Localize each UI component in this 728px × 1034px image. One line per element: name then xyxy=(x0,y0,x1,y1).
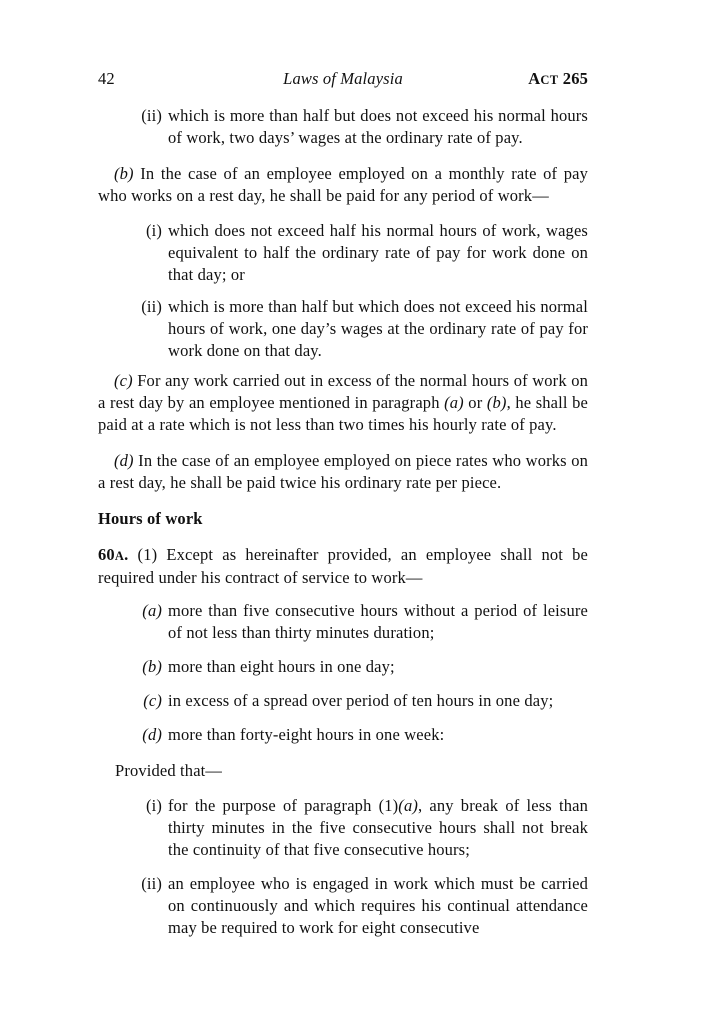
list-item xyxy=(98,600,588,644)
item-text: more than forty-eight hours in one week: xyxy=(168,725,445,744)
paragraph-c: (c) For any work carried out in excess of the normal hours of work on a rest day by an employee mentioned in paragraph (a) or (b), he shall be paid at a rate which is not less than two times his hourly rate of pay. xyxy=(98,371,588,434)
header-title: Laws of Malaysia xyxy=(283,69,403,88)
item-text: more than five consecutive hours without a period of leisure of not less than thirty minutes duration; xyxy=(168,601,588,642)
item-marker: (b) xyxy=(142,657,162,676)
item-marker: (i) xyxy=(145,796,162,815)
item-text: an employee who is engaged in work which must be carried on continuously and which requires his continual attendance may be required to work for eight consecutive xyxy=(168,874,588,937)
paragraph-text: In the case of an employee employed on a monthly rate of pay who works on a rest day, he shall be paid for any period of work— xyxy=(98,164,588,205)
item-text: which is more than half but does not exceed his normal hours of work, two days’ wages at the ordinary rate of pay. xyxy=(168,106,588,147)
item-text: which is more than half but which does not exceed his normal hours of work, one day’s wages at the ordinary rate of pay for work done on that day. xyxy=(168,297,588,360)
list-item xyxy=(98,690,588,712)
proviso-item-ii xyxy=(98,873,588,939)
item-marker: (c) xyxy=(143,691,162,710)
page-number: 42 xyxy=(98,69,115,88)
paragraph-marker: (c) xyxy=(114,371,133,390)
paragraph-marker: (b) xyxy=(114,164,134,183)
act-label: ACT 265 xyxy=(528,69,588,88)
item-text: which does not exceed half his normal hours of work, wages equivalent to half the ordinary rate of pay for work done on that day; or xyxy=(168,221,588,284)
proviso-intro: Provided that— xyxy=(115,761,223,780)
document-body xyxy=(98,105,588,939)
section-heading: Hours of work xyxy=(98,509,203,528)
paragraph-marker: (d) xyxy=(114,451,134,470)
paragraph-b xyxy=(98,163,588,207)
clause-item-b-ii xyxy=(98,296,588,362)
section-60a-intro xyxy=(98,544,588,589)
item-marker: (i) xyxy=(145,221,162,240)
item-marker: (a) xyxy=(142,601,162,620)
paragraph-text: In the case of an employee employed on piece rates who works on a rest day, he shall be paid twice his ordinary rate per piece. xyxy=(98,451,588,492)
paragraph-d xyxy=(98,450,588,494)
item-text: more than eight hours in one day; xyxy=(168,657,395,676)
item-marker: (ii) xyxy=(141,297,162,316)
item-text: in excess of a spread over period of ten hours in one day; xyxy=(168,691,554,710)
item-marker: (d) xyxy=(142,725,162,744)
proviso-item-i: (i) for the purpose of paragraph (1)(a), any break of less than thirty minutes in the five consecutive hours shall not break the continuity of that five consecutive hours; xyxy=(98,795,588,861)
clause-item-a-ii xyxy=(98,105,588,149)
section-number: 60A. xyxy=(98,545,129,564)
clause-item-b-i xyxy=(98,220,588,286)
item-marker: (ii) xyxy=(141,874,162,893)
list-item xyxy=(98,724,588,746)
section-text: (1) Except as hereinafter provided, an employee shall not be required under his contract of service to work— xyxy=(98,545,588,587)
list-item xyxy=(98,656,588,678)
item-marker: (ii) xyxy=(141,106,162,125)
page-header xyxy=(98,68,588,90)
